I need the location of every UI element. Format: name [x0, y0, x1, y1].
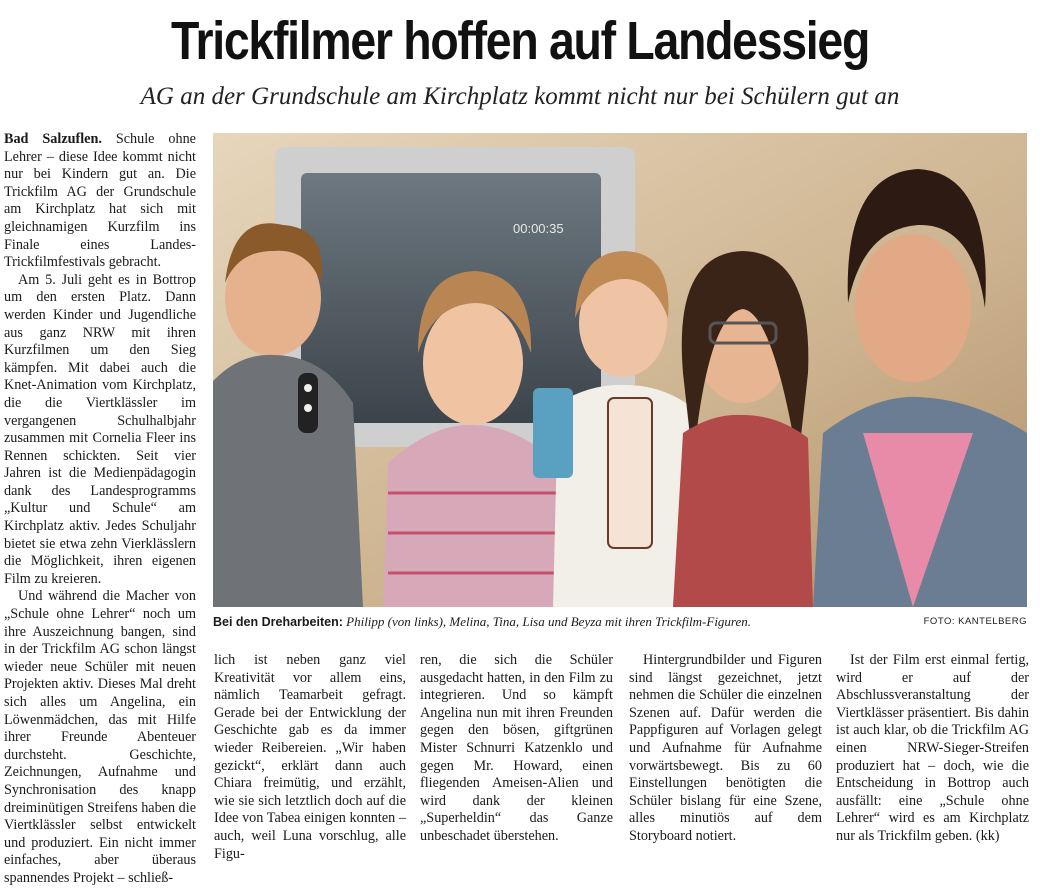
article-column-4 — [629, 652, 822, 846]
caption-lead: Bei den Dreharbeiten: — [213, 615, 343, 629]
article-photo — [213, 133, 1027, 607]
dateline: Bad Salzuflen. — [4, 131, 102, 147]
paragraph-2: Am 5. Juli geht es in Bottrop um den ersten Platz. Dann werden Kinder und Jugendliche aus ganz NRW mit ihren Kurzfilmen um den Sieg kämpfen. Mit dabei auch die Knet-Animation vom Kirchplatz, die die Viertklässler im vergangenen Schulhalbjahr zusammen mit Cornelia Fleer ins Rennen schickten. Seit vier Jahren ist die Medienpädagogin dank des Landesprogramms „Kultur und Schule“ am Kirchplatz aktiv. Jedes Schuljahr bietet sie etwa zehn Vierklässlern die Möglichkeit, ihren eigenen Film zu kreieren. — [4, 271, 196, 587]
monitor-timecode: 00:00:35 — [513, 221, 564, 236]
caption-text: Philipp (von links), Melina, Tina, Lisa und Beyza mit ihren Trickfilm-Figuren. — [342, 614, 752, 629]
photo-illustration — [213, 133, 1027, 607]
column-4-text: Hintergrundbilder und Figuren sind längst gezeichnet, jetzt nehmen die Schüler die einzelnen Szenen auf. Dafür werden die Pappfiguren auf Vorlagen gelegt und Aufnahme für Aufnahme vorwärtsbewegt. Bis zu 60 Einstellungen benötigten die Schüler bislang für eine Szene, alles minutiös auf dem Storyboard notiert. — [629, 652, 822, 844]
paragraph-1 — [4, 131, 196, 272]
column-5-text: Ist der Film erst einmal fertig, wird er auf der Abschlussveranstaltung der Viertklässer präsentiert. Bis dahin ist auch klar, ob die Trickfilm AG einen NRW-Sieger-Streifen produziert hat – doch, wie die Entscheidung in Bottrop auch ausfällt: eine „Schule ohne Lehrer“ wird es am Kirchplatz nur als Trickfilm geben. (kk) — [836, 652, 1029, 844]
photo-credit: FOTO: KANTELBERG — [923, 616, 1027, 627]
article-column-1 — [4, 131, 196, 888]
paragraph-1-text: Schule ohne Lehrer – diese Idee kommt nicht nur bei Kindern gut an. Die Trickfilm AG der Grundschule am Kirchplatz hat sich mit gleichnamigen Kurzfilm ins Finale eines Landes-Trickfilmfestivals gebracht. — [4, 131, 196, 271]
paragraph-3: Und während die Macher von „Schule ohne Lehrer“ noch um ihre Auszeichnung bangen, sind in der Trickfilm AG schon längst wieder neue Schüler mit neuen Projekten aktiv. Dieses Mal dreht sich alles um Angelina, ein Löwenmädchen, das mit Hilfe ihrer Freunde Abenteuer durchsteht. Geschichte, Zeichnungen, Aufnahme und Synchronisation des knapp dreiminütigen Streifens haben die Viertklässler selbst entwickelt und produziert. Ein nicht immer einfaches, aber überaus spannendes Projekt – schließ- — [4, 588, 196, 886]
column-2-text: lich ist neben ganz viel Kreativität vor allem eins, nämlich Teamarbeit gefragt. Gerade bei der Entwicklung der Geschichte gab es da immer wieder Reibereien. „Wir haben gezickt“, erklärt dann auch Chiara freimütig, und erzählt, wie sie sich letztlich doch auf die Idee von Tabea einigen konnten – auch, weil Luna vorschlug, alle Figu- — [214, 652, 406, 862]
headline: Trickfilmer hoffen auf Landessieg — [170, 11, 870, 71]
article-column-3 — [420, 652, 613, 846]
article-column-2 — [214, 652, 406, 863]
column-3-text: ren, die sich die Schüler ausgedacht hatten, in den Film zu integrieren. Und so kämpft Angelina nun mit ihren Freunden gegen den bösen, giftgrünen Mister Schnurri Katzenklo und gegen Mr. Howard, einen fliegenden Ameisen-Alien und wird dank der kleinen „Superheldin“ das Ganze unbeschadet überstehen. — [420, 652, 613, 844]
paper-figure-1 — [533, 388, 573, 478]
photo-caption — [213, 613, 1027, 631]
paper-figure-2 — [608, 398, 652, 548]
article-column-5 — [836, 652, 1029, 846]
subheadline: AG an der Grundschule am Kirchplatz kommt nicht nur bei Schülern gut an — [140, 83, 900, 110]
